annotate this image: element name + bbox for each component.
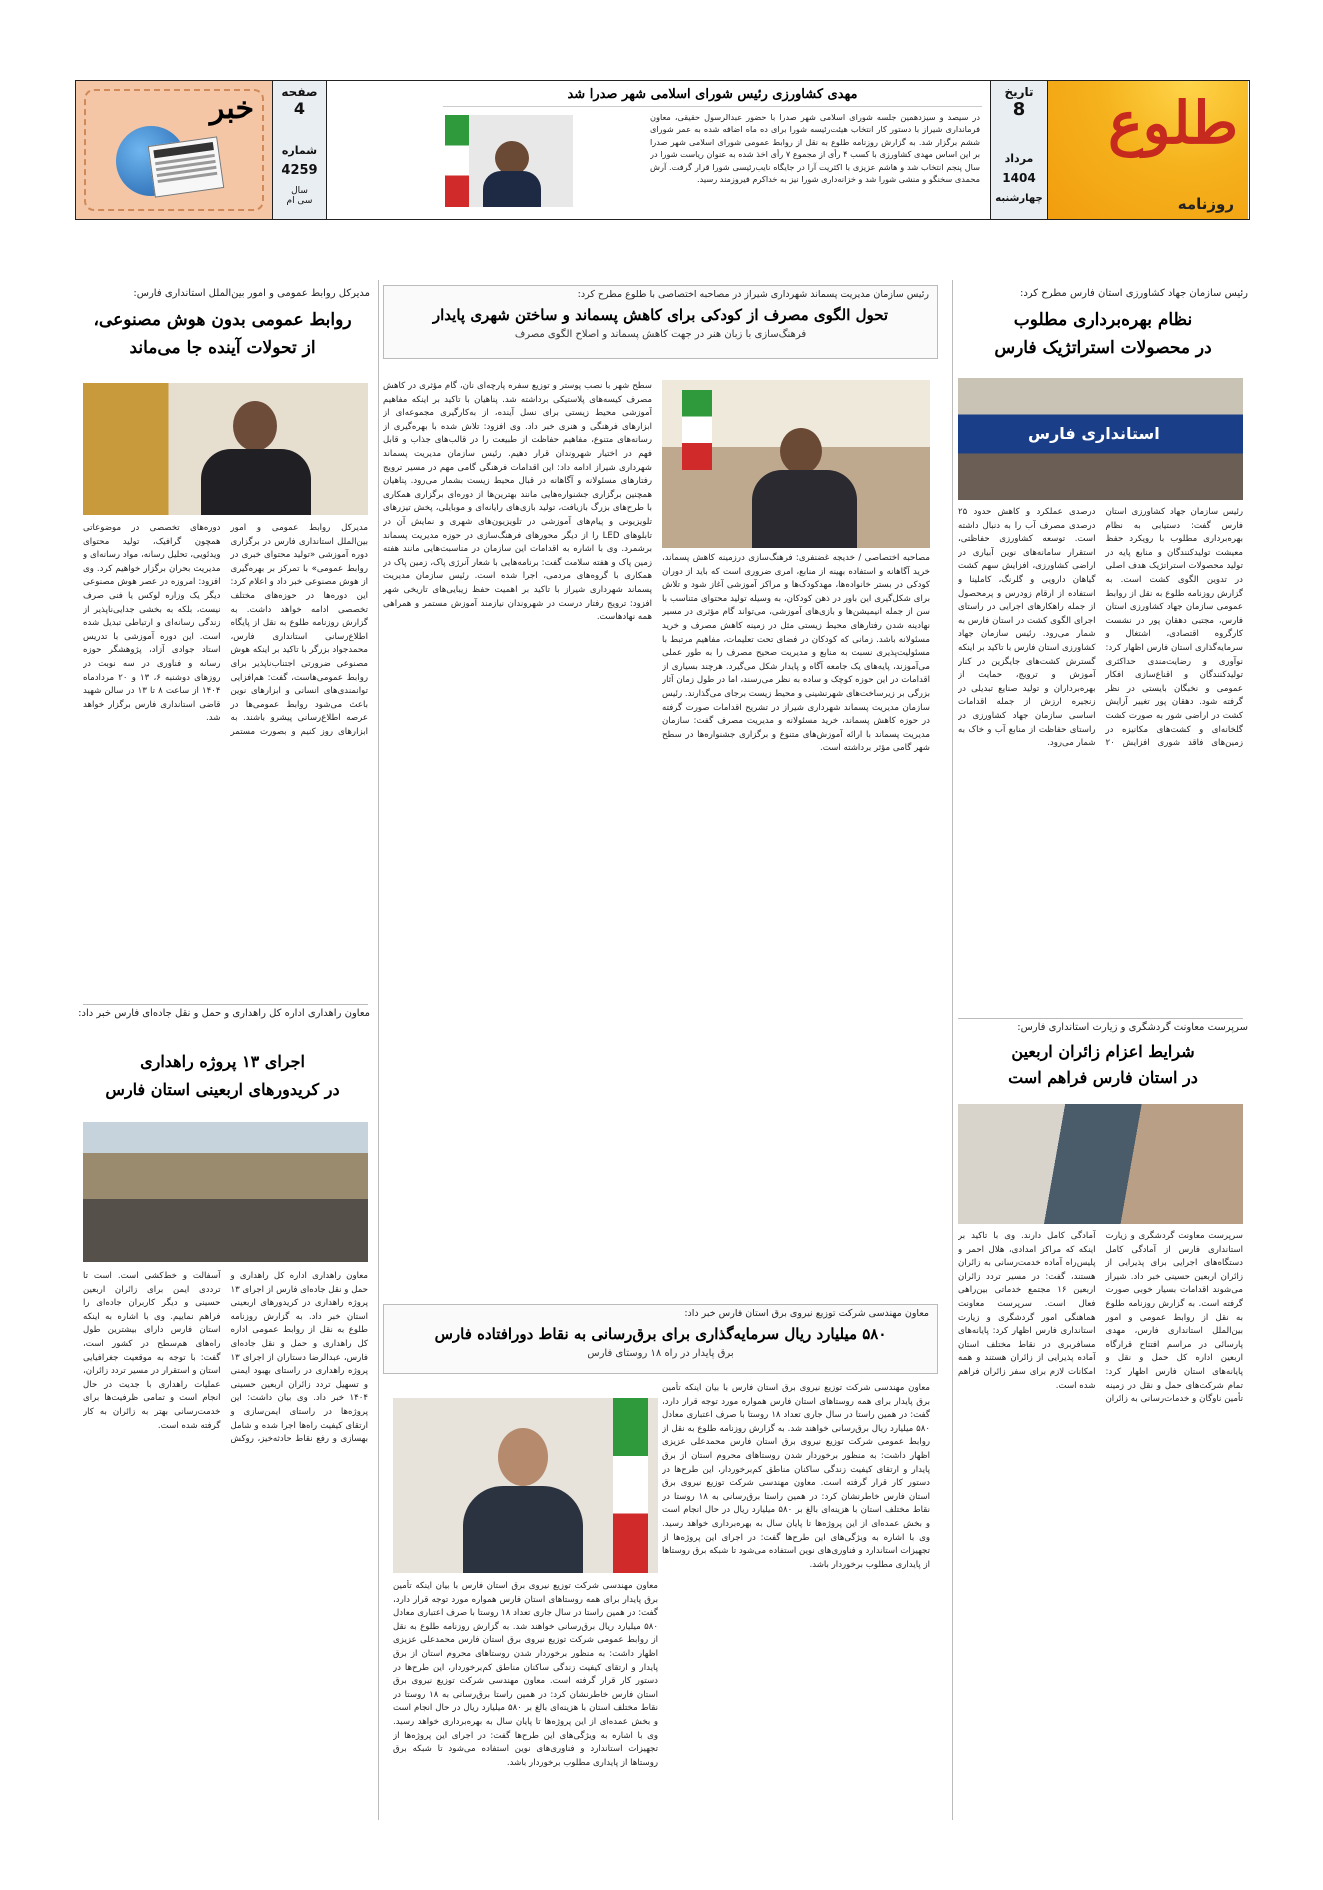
top-news-body: در سیصد و سیزدهمین جلسه شورای اسلامی شهر صدرا با حضور عبدالرسول حقیقی، معاون فرمانداری شیراز با دستور کار انتخاب هیئت‌رئیسه شورا برای ده ماه اضافه شده به عمر شورای ششم برگزار شد. به گزارش روزنامه طلوع به نقل از روابط عمومی شورای اسلامی شهر صدرا بر این اساس مهدی کشاورزی با کسب ۴ رأی از مجموع ۷ رأی اخذ شده به عنوان ریاست شورا در سال پنجم انتخاب شد و هاشم عزیزی با اکثریت آرا در جایگاه نایب‌رئیسی شورا قرار گرفت. آرش محمدی سخنگو و منشی شورا شد و خزانه‌داری شورا نیز به خداکرم فیروزمند رسید.	[650, 112, 980, 185]
right-article-title-line2: در محصولات استراتژیک فارس	[994, 338, 1212, 358]
person-body	[483, 171, 541, 207]
top-news	[435, 81, 990, 219]
issue-label: شماره	[281, 144, 318, 157]
center-article-subtitle: فرهنگ‌سازی با زبان هنر در جهت کاهش پسماند و اصلاح الگوی مصرف	[514, 329, 807, 340]
page-label: صفحه	[281, 85, 318, 99]
right-article2-body: سرپرست معاونت گردشگری و زیارت استانداری فارس از آمادگی کامل دستگاه‌های اجرایی برای پذیرایی از زائران اربعین حسینی خبر داد. شیراز می‌شوند اقدامات بسیار خوبی صورت گرفته است. به گزارش روزنامه طلوع به نقل از روابط عمومی و امور بین‌الملل استانداری فارس، مهدی پارسائی در مراسم افتتاح قرارگاه اربعین اداره کل حمل و نقل و پایانه‌های استان فارس اظهار کرد: تمام شرکت‌های حمل و نقل در زمینه تأمین ناوگان و خدمات‌رسانی به زائران آمادگی کامل دارند. وی با تاکید بر اینکه که مراکز امدادی، هلال احمر و پلیس‌راه آماده خدمت‌رسانی به زائران هستند، گفت: در مسیر تردد زائران اربعین ۱۶ مجتمع خدماتی بین‌راهی فعال است. سرپرست معاونت هماهنگی امور گردشگری و زیارت استانداری فارس اظهار کرد: پایانه‌های مسافربری در نقاط مختلف استان آماده پذیرایی از زائران هستند و همه امکانات لازم برای سفر زائران فراهم شده است.	[958, 1231, 1243, 1405]
date-month: مرداد	[1004, 152, 1034, 165]
page-arrow	[274, 120, 326, 138]
section-block	[76, 81, 272, 219]
center-article2-subtitle: برق پایدار در راه ۱۸ روستای فارس	[587, 1348, 734, 1359]
logo: طلوع	[1108, 89, 1238, 157]
center-article2-body: معاون مهندسی شرکت توزیع نیروی برق استان فارس با بیان اینکه تأمین برق پایدار برای همه روستاهای استان فارس همواره مورد توجه قرار دارد، گفت: در همین راستا در سال جاری تعداد ۱۸ روستا با صرف اعتباری معادل ۵۸۰ میلیارد ریال برق‌رسانی خواهند شد. به گزارش روزنامه طلوع به نقل از روابط عمومی شرکت توزیع نیروی برق استان فارس محمدعلی عزیزی اظهار داشت: به منظور برخوردار شدن روستاهای محروم استان از برق پایدار و ارتقای کیفیت زندگی ساکنان مناطق کم‌برخوردار، این طرح‌ها در دستور کار قرار گرفته است. معاون مهندسی شرکت توزیع نیروی برق استان فارس خاطرنشان کرد: در همین راستا برق‌رسانی به ۱۸ روستا در نقاط مختلف استان با هزینه‌ای بالغ بر ۵۸۰ میلیارد ریال در حال انجام است و بخش عمده‌ای از این پروژه‌ها تا پایان سال به بهره‌برداری خواهد رسید. وی با اشاره به ویژگی‌های این طرح‌ها گفت: در اجرای این پروژه‌ها از تجهیزات استاندارد و فناوری‌های نوین استفاده می‌شود تا شبکه برق روستاها از پایداری مطلوب برخوردار باشد.	[662, 1383, 930, 1570]
person-head-3	[498, 1428, 548, 1486]
person-head-4	[233, 401, 277, 451]
date-label: تاریخ	[1004, 85, 1034, 99]
left-article-title-line1: روابط عمومی بدون هوش مصنوعی،	[93, 310, 352, 330]
center-article2-body-cont: معاون مهندسی شرکت توزیع نیروی برق استان فارس با بیان اینکه تأمین برق پایدار برای همه روستاهای استان فارس همواره مورد توجه قرار دارد، گفت: در همین راستا در سال جاری تعداد ۱۸ روستا با صرف اعتباری معادل ۵۸۰ میلیارد ریال برق‌رسانی خواهند شد. به گزارش روزنامه طلوع به نقل از روابط عمومی شرکت توزیع نیروی برق استان فارس محمدعلی عزیزی اظهار داشت: به منظور برخوردار شدن روستاهای محروم استان از برق پایدار و ارتقای کیفیت زندگی ساکنان مناطق کم‌برخوردار، این طرح‌ها در دستور کار قرار گرفته است. معاون مهندسی شرکت توزیع نیروی برق استان فارس خاطرنشان کرد: در همین راستا برق‌رسانی به ۱۸ روستا در نقاط مختلف استان با هزینه‌ای بالغ بر ۵۸۰ میلیارد ریال در حال انجام است و بخش عمده‌ای از این پروژه‌ها تا پایان سال به بهره‌برداری خواهد رسید. وی با اشاره به ویژگی‌های این طرح‌ها گفت: در اجرای این پروژه‌ها از تجهیزات استاندارد و فناوری‌های نوین استفاده می‌شود تا شبکه برق روستاها از پایداری مطلوب برخوردار باشد.	[393, 1581, 658, 1768]
center-article-photo	[662, 380, 930, 548]
center-article-body-b: سطح شهر با نصب پوستر و توزیع سفره پارچه‌ای نان، گام مؤثری در کاهش مصرف کیسه‌های پلاستیکی برداشته شد. پناهیان با تاکید بر اینکه مفاهیم آموزشی محیط زیستی برای نسل آینده، از به‌کارگیری مجموعه‌ای از ابزارهای فرهنگی و هنری خبر داد. وی افزود: تلاش شده با بهره‌گیری از رسانه‌های متنوع، مفاهیم حفاظت از طبیعت را در قالب‌های جذاب و قابل فهم در اختیار شهروندان قرار دهیم. رئیس سازمان مدیریت پسماند شهرداری شیراز ادامه داد: این اقدامات فرهنگی گامی مهم در مسیر ترویج رفتارهای مسئولانه و آگاهانه در قبال محیط زیست بشمار می‌رود. پناهیان همچنین برگزاری جشنواره‌هایی مانند بهترین‌ها از دوره‌ای برگزاری همکاری با طرح‌های بزرگ بازیافت، تولید بازی‌های رایانه‌ای و موبایلی، پخش تیزرهای تلویزیونی و پیام‌های آموزشی در تلویزیون‌های شهری و نمایش آن در تابلوهای LED را از دیگر محورهای فرهنگ‌سازی در حوزه مدیریت پسماند برشمرد. وی با اشاره به اقدامات این سازمان در مناسبت‌هایی مانند هفته زمین پاک و هفته سلامت گفت: برنامه‌هایی با شعار آنرژی پاک، زمین پاک در همکاری با گروه‌های مردمی، اجرا شده است. رئیس سازمان مدیریت پسماند شهرداری شیراز با تاکید بر اهمیت حفظ زیبایی‌های تاریخی شهر افزود: ترویج رفتار درست در شهروندان نیازمند آموزش مستمر و همراهی همه نهادهاست.	[383, 381, 652, 623]
photo-banner: استانداری فارس	[1028, 424, 1160, 443]
flag-graphic-3	[613, 1398, 648, 1573]
right-article2-kicker: سرپرست معاونت گردشگری و زیارت استانداری فارس:	[1017, 1022, 1248, 1033]
year-value: سی ام	[286, 196, 313, 206]
date-year: 1404	[1002, 171, 1036, 185]
left-article2-kicker: معاون راهداری اداره کل راهداری و حمل و نقل جاده‌ای فارس خبر داد:	[78, 1008, 370, 1019]
center-article-body-a: مصاحبه اختصاصی / خدیجه غضنفری: فرهنگ‌سازی درزمینه کاهش پسماند، خرید آگاهانه و استفاده بهینه از منابع، امری ضروری است که باید از دوران کودکی در بستر خانواده‌ها، مهدکودک‌ها و مراکز آموزشی آغاز شود و تلاش برای شکل‌گیری این باور در ذهن کودکان، به وسیله تولید محتوای متناسب با سن از جمله انیمیشن‌ها و بازی‌های آموزشی، می‌تواند گام مؤثری در مسیر نهادینه شدن رفتارهای محیط زیستی مثل در زمینه کاهش مصرف و خرید مسئولانه باشد. زمانی که کودکان در فضای تحت تعلیمات، مفاهیم مرتبط با مسئولیت‌پذیری نسبت به منابع و مدیریت صحیح مصرف را به طور عملی می‌آموزند، پایه‌های یک جامعه آگاه و پایدار شکل می‌گیرد. هرچند بسیاری از اقدامات در این حوزه کوچک و ساده به نظر می‌رسند، اما در طول زمان آثار بزرگی بر زیرساخت‌های شهرنشینی و محیط زیست برجای می‌گذارند. رئیس سازمان مدیریت پسماند شهرداری شیراز در تشریح اقدامات صورت گرفته در حوزه کاهش پسماند، خرید مسئولانه و مدیریت مصرف گفت: سازمان مدیریت پسماند با ارائه آموزش‌های متنوع و برگزاری جشنواره‌ها در سطح شهر گامی مؤثر برداشته است.	[662, 553, 930, 754]
right-article2-photo	[958, 1104, 1243, 1224]
left-article-kicker: مدیرکل روابط عمومی و امور بین‌الملل استانداری فارس:	[133, 288, 370, 299]
logo-block	[1048, 81, 1248, 219]
center-article-title: تحول الگوی مصرف از کودکی برای کاهش پسماند و ساختن شهری پایدار	[432, 306, 889, 324]
date-day: 8	[1012, 99, 1026, 120]
page-number: 4	[293, 99, 306, 118]
center-article-header	[383, 285, 938, 359]
right-article2-title-line2: در استان فارس فراهم است	[1008, 1068, 1198, 1087]
left-article-photo	[83, 383, 368, 515]
right-article-body: رئیس سازمان جهاد کشاورزی استان فارس گفت: دستیابی به نظام بهره‌برداری مطلوب با رویکرد حفظ معیشت تولیدکنندگان و منابع پایه در تولید محصولات استراتژیک هدف اصلی در تدوین الگوی کشت است. به گزارش روزنامه طلوع به نقل از روابط عمومی سازمان جهاد کشاورزی استان فارس، مجتبی دهقان پور در نشست کارگروه اقتصادی، اشتغال و سرمایه‌گذاری استان فارس اظهار کرد: نوآوری و رضایت‌مندی حداکثری تولیدکنندگان و اقناع‌سازی افکار عمومی و نخبگان بایستی در نظر گرفته شود. دهقان پور تغییر آرایش کشت در اراضی شور به صورت کشت گلخانه‌ای و کشت‌های مکانیزه در زمین‌های فاقد شوری افزایش ۲۰ درصدی عملکرد و کاهش حدود ۲۵ درصدی مصرف آب را به دنبال داشته است. توسعه کشاورزی حفاظتی، استقرار سامانه‌های نوین آبیاری در اراضی کشاورزی، افزایش سهم کشت گیاهان دارویی و گلرنگ، کاملینا و استفاده از ارقام زودرس و پرمحصول از جمله راهکارهای اجرایی در راستای اجرای الگوی کشت در استان فارس به شمار می‌رود. رئیس سازمان جهاد کشاورزی استان فارس با تاکید بر اینکه گسترش کشت‌های جایگزین در کنار آموزش و ترویج، حمایت از بهره‌برداران و تولید صنایع تبدیلی در زنجیره ارزش از جمله اقدامات اساسی سازمان جهاد کشاورزی در راستای حفاظت از منابع آب و خاک به شمار می‌رود.	[958, 507, 1243, 749]
left-article2-title-line1: اجرای ۱۳ پروژه راهداری	[140, 1052, 305, 1071]
date-column	[990, 81, 1048, 219]
center-article2-kicker: معاون مهندسی شرکت توزیع نیروی برق استان فارس خبر داد:	[684, 1308, 929, 1319]
logo-subtitle: روزنامه	[1177, 195, 1234, 213]
year-label: سال	[291, 186, 308, 196]
issue-number: 4259	[281, 163, 318, 178]
person-body-2	[752, 470, 857, 548]
right-article-title-line1: نظام بهره‌برداری مطلوب	[1013, 310, 1193, 330]
top-news-photo	[445, 115, 573, 207]
right-article-photo	[958, 378, 1243, 500]
center-article-kicker: رئیس سازمان مدیریت پسماند شهرداری شیراز در مصاحبه اختصاصی با طلوع مطرح کرد:	[577, 289, 929, 300]
left-article-body: مدیرکل روابط عمومی و امور بین‌الملل استانداری فارس در برگزاری دوره آموزشی «تولید محتوای خبری در روابط عمومی» با تمرکز بر بهره‌گیری از هوش مصنوعی خبر داد و اعلام کرد: این دوره‌ها در حوزه‌های مختلف تخصصی ادامه خواهد داشت. به گزارش روزنامه طلوع به نقل از پایگاه اطلاع‌رسانی استانداری فارس، محمدجواد بزرگر با تاکید بر اینکه هوش مصنوعی ضرورتی اجتناب‌ناپذیر برای روابط عمومی‌هاست، گفت: هم‌افزایی توانمندی‌های انسانی و ابزارهای نوین باعث می‌شود روابط عمومی‌ها در عرصه اطلاع‌رسانی پیشرو باشند. به ابزارهای روز کنیم و بصورت مستمر دوره‌های تخصصی در موضوعاتی همچون گرافیک، تولید محتوای ویدئویی، تحلیل رسانه، مواد رسانه‌ای و مدیریت بحران برگزار خواهیم کرد. وی افزود: امروزه در عصر هوش مصنوعی دیگر یک وزاره لوکس یا فنی صرف نیست، بلکه به بخشی جدایی‌ناپذیر از زندگی رسانه‌ای و ارتباطی تبدیل شده است. این دوره آموزشی با تدریس استاد جوادی آزاد، پژوهشگر حوزه رسانه و فناوری در سه نوبت در روزهای دوشنبه ۶، ۱۳ و ۲۰ مردادماه ۱۴۰۴ از ساعت ۸ تا ۱۳ در سالن شهید قاضی استانداری فارس برگزار خواهد شد.	[83, 523, 368, 737]
center-article2-photo	[393, 1398, 658, 1573]
left-article-title-line2: از تحولات آینده جا می‌ماند	[129, 338, 316, 358]
person-body-4	[201, 449, 311, 515]
date-arrow	[993, 122, 1045, 140]
right-article2-title-line1: شرایط اعزام زائران اربعین	[1011, 1042, 1195, 1061]
right-article-kicker: رئیس سازمان جهاد کشاورزی استان فارس مطرح کرد:	[1019, 288, 1248, 299]
flag-graphic-2	[682, 390, 712, 470]
flag-graphic	[445, 115, 469, 207]
issue-column	[272, 81, 327, 219]
center-article2-title: ۵۸۰ میلیارد ریال سرمایه‌گذاری برای برق‌رسانی به نقاط دورافتاده فارس	[434, 1325, 887, 1343]
person-head	[495, 141, 529, 175]
person-body-3	[463, 1486, 583, 1573]
left-article2-title-line2: در کریدورهای اربعینی استان فارس	[105, 1080, 340, 1099]
section-title: خبر	[209, 91, 254, 126]
person-head-2	[780, 428, 822, 474]
newspaper-icon	[148, 136, 225, 197]
center-article2-header	[383, 1304, 938, 1374]
top-news-title: مهدی کشاورزی رئیس شورای اسلامی شهر صدرا شد	[443, 87, 982, 107]
left-article2-body: معاون راهداری اداره کل راهداری و حمل و نقل جاده‌ای فارس از اجرای ۱۳ پروژه راهداری در کریدورهای اربعینی استان خبر داد. به گزارش روزنامه طلوع به نقل از روابط عمومی اداره کل راهداری و حمل و نقل جاده‌ای فارس، عبدالرضا دستاران از اجرای ۱۳ پروژه راهداری در راستای بهبود ایمنی و تسهیل تردد زائران اربعین حسینی ۱۴۰۴ خبر داد. وی بیان داشت: این پروژه‌ها در راستای ایمن‌سازی و ارتقای کیفیت راه‌ها اجرا شده و شامل بهسازی و رفع نقاط حادثه‌خیز، روکش آسفالت و خط‌کشی است. است تا ترددی ایمن برای زائران اربعین حسینی و دیگر کاربران جاده‌ای را فراهم نماییم. وی با اشاره به اینکه استان فارس دارای بیشترین طول راه‌های هم‌سطح در کشور است، گفت: با توجه به موقعیت جغرافیایی استان و استقرار در مسیر تردد زائران، عملیات راهداری با جدیت در حال انجام است و تمامی ظرفیت‌ها برای خدمت‌رسانی بهتر به زائران به کار گرفته شده است.	[83, 1271, 368, 1445]
date-weekday: چهارشنبه	[995, 193, 1043, 204]
left-article2-photo	[83, 1122, 368, 1262]
